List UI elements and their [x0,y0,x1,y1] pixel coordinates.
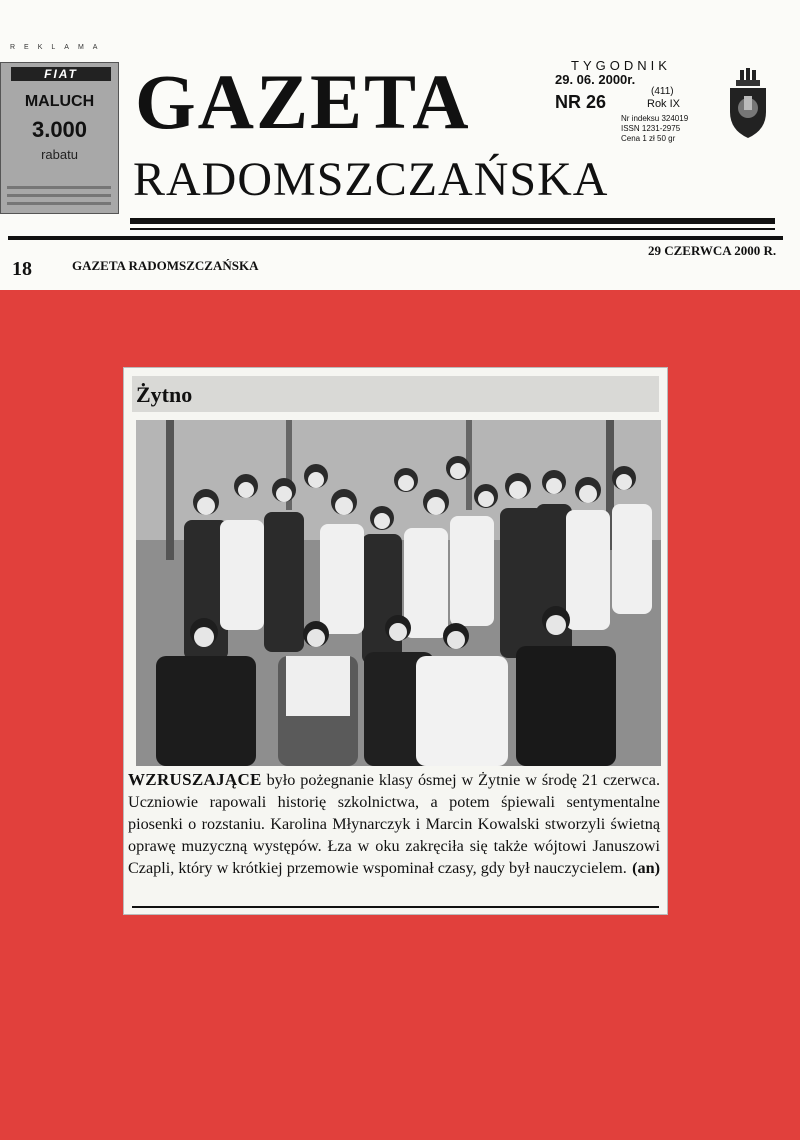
article-clipping [124,368,667,914]
issue-date: 29. 06. 2000r. [555,72,636,87]
masthead-subtitle: RADOMSZCZAŃSKA [133,153,609,206]
coat-of-arms-icon [724,68,772,140]
article-lead: WZRUSZAJĄCE [128,770,262,789]
masthead-rule-thin [130,228,775,230]
ad-discount: rabatu [41,147,78,162]
class-photo [136,420,661,766]
ad-fine-print [7,181,111,209]
price: Cena 1 zł 50 gr [621,134,676,143]
group-photo-image [136,420,661,766]
issue-total: (411) [651,86,674,97]
article-body [128,769,660,879]
newspaper-header [0,0,800,290]
ad-model: MALUCH [24,93,95,110]
ad-brand: FIAT [11,67,111,81]
article-signature: (an) [632,859,660,877]
masthead-title: GAZETA [135,58,471,145]
page-number: 18 [12,258,32,280]
issue-number: NR 26 [555,92,607,112]
running-title: GAZETA RADOMSZCZAŃSKA [72,258,259,273]
section-header [132,376,659,412]
page-header-rule [8,236,783,240]
clipping-bottom-rule [132,906,659,908]
issn: ISSN 1231-2975 [621,124,681,133]
weekly-label: TYGODNIK [571,58,671,73]
ad-label: REKLAMA [10,44,107,51]
ad-amount: 3.000 [31,117,88,142]
article-text: było pożegnanie klasy ósmej w Żytnie w środę 21 czerwca. Uczniowie rapowali historię szkolnictwa, a potem śpiewali sentymentalne piosenki o rozstaniu. Karolina Młynarczyk i Marcin Kowalski stworzyli świetną oprawę muzyczną występów. Łza w oku zakręciła się także wójtowi Januszowi Czapli, który w krótkiej przemowie wspominał czasy, gdy był nauczycielem. [128,771,660,877]
issue-year: Rok IX [647,98,681,110]
index-number: Nr indeksu 324019 [621,114,689,123]
fiat-ad [0,62,119,214]
masthead-rule [130,218,775,224]
page-date: 29 CZERWCA 2000 R. [648,243,777,258]
section-title: Żytno [136,382,193,407]
